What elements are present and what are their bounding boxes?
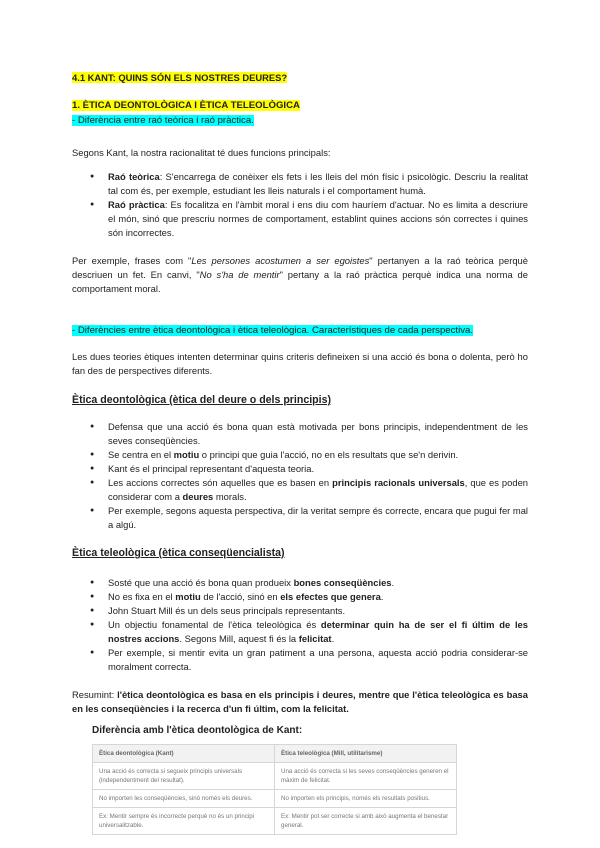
list-item: ● Per exemple, segons aquesta perspectiva, dir la veritat sempre és correcte, encara que pugui fer mal a algú.: [72, 504, 528, 532]
section1-example: Per exemple, frases com "Les persones acostumen a ser egoistes" pertanyen a la raó teòrica perquè descriuen un fet. En canvi, "No s'ha de mentir" pertany a la raó pràctica perquè indica una norma de comportament moral.: [72, 255, 528, 294]
section1-subtitle: - Diferència entre raó teòrica i raó pràctica.: [72, 115, 254, 126]
table-header-teleological: Ètica teleològica (Mill, utilitarisme): [275, 745, 457, 763]
table-cell: Ex: Mentir sempre és incorrecte perquè no és un principi universalitzable.: [93, 808, 275, 835]
comparison-table: [92, 744, 457, 835]
list-item: ● John Stuart Mill és un dels seus principals representants.: [72, 604, 528, 618]
teleological-list: [72, 576, 528, 674]
summary-paragraph: Resumint: l'ètica deontològica es basa en els principis i deures, mentre que l'ètica teleològica es basa en les conseqüències i la recerca d'un fi últim, com la felicitat.: [72, 689, 528, 714]
section2-intro: Les dues teories ètiques intenten determinar quins criteris defineixen si una acció és bona o dolenta, però ho fan des de perspectives diferents.: [72, 351, 528, 376]
teleological-heading: Ètica teleològica (ètica conseqüencialista): [72, 547, 285, 559]
list-item: ● Un objectiu fonamental de l'ètica teleològica és determinar quin ha de ser el fi últim de les nostres accions. Segons Mill, aquest fi és la felicitat.: [72, 618, 528, 646]
reason-list: [72, 170, 528, 240]
table-title: Diferència amb l'ètica deontològica de Kant:: [92, 725, 303, 736]
table-cell: No importen els principis, només els resultats positius.: [275, 790, 457, 808]
list-item: ● Per exemple, si mentir evita un gran patiment a una persona, aquesta acció podria considerar-se moralment correcta.: [72, 646, 528, 674]
table-cell: No importen les conseqüències, sinó només els deures.: [93, 790, 275, 808]
list-item: ● Sosté que una acció és bona quan produeix bones conseqüències.: [72, 576, 528, 590]
section1-title: 1. ÈTICA DEONTOLÒGICA I ÈTICA TELEOLÒGICA: [72, 100, 300, 111]
table-cell: Una acció és correcta si segueix principis universals (independentment del resultat).: [93, 763, 275, 790]
deontological-list: [72, 420, 528, 532]
list-item: ● Defensa que una acció és bona quan està motivada per bons principis, independentment de les seves conseqüències.: [72, 420, 528, 448]
table-row: [93, 763, 457, 790]
table-row: [93, 790, 457, 808]
table-cell: Una acció és correcta si les seves conseqüències generen el màxim de felicitat.: [275, 763, 457, 790]
deontological-heading: Ètica deontològica (ètica del deure o dels principis): [72, 394, 332, 406]
table-cell: Ex: Mentir pot ser correcte si amb això augmenta el benestar general.: [275, 808, 457, 835]
main-heading: 4.1 KANT: QUINS SÓN ELS NOSTRES DEURES?: [72, 72, 288, 83]
list-item: ● Se centra en el motiu o principi que guia l'acció, no en els resultats que se'n derivin.: [72, 448, 528, 462]
list-item: ● Raó teòrica: S'encarrega de conèixer els fets i les lleis del món físic i psicològic. Descriu la realitat tal com és, per exemple, estudiant les lleis naturals i el comportament humà.: [72, 170, 528, 198]
list-item: ● Les accions correctes són aquelles que es basen en principis racionals universals, que es poden considerar com a deures morals.: [72, 476, 528, 504]
table-header-row: [93, 745, 457, 763]
section1-intro: Segons Kant, la nostra racionalitat té dues funcions principals:: [72, 147, 331, 158]
section2-subtitle: - Diferències entre ètica deontològica i ètica teleològica. Característiques de cada perspectiva.: [72, 325, 474, 336]
list-item: ● Raó pràctica: Es focalitza en l'àmbit moral i ens diu com hauríem d'actuar. No es limita a descriure el món, sinó que prescriu normes de comportament, establint quines accions són correctes i quines són incorrectes.: [72, 198, 528, 240]
list-item: ● Kant és el principal representant d'aquesta teoria.: [72, 462, 528, 476]
list-item: ● No es fixa en el motiu de l'acció, sinó en els efectes que genera.: [72, 590, 528, 604]
table-row: [93, 808, 457, 835]
table-header-deontological: Ètica deontològica (Kant): [93, 745, 275, 763]
